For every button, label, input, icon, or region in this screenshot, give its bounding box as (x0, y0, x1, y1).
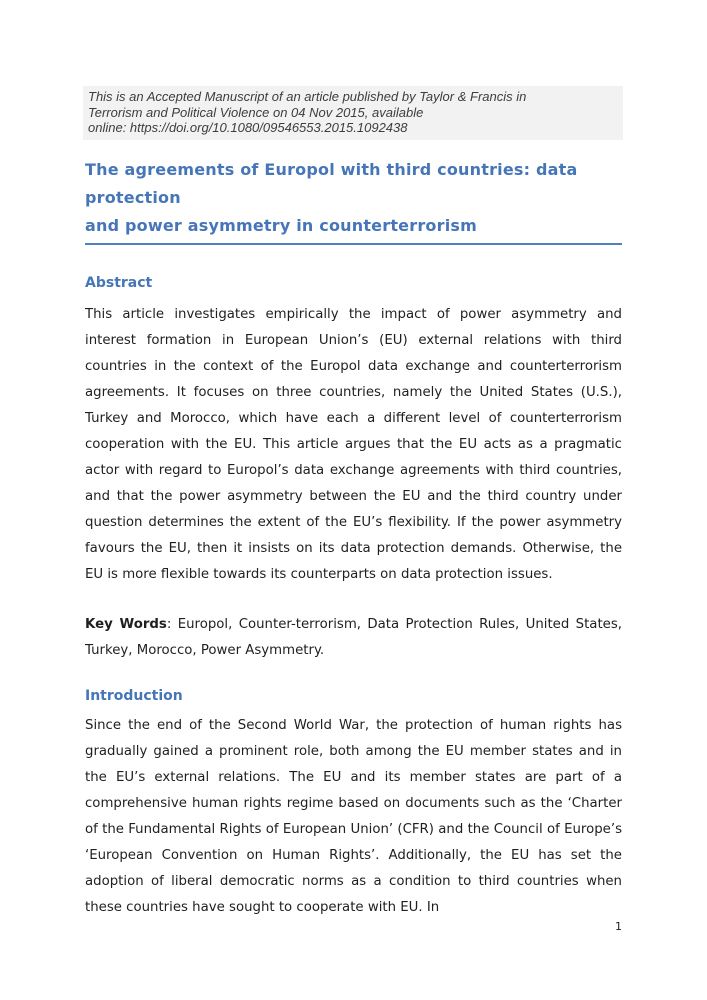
title-divider-line (85, 243, 622, 245)
introduction-paragraph: Since the end of the Second World War, the protection of human rights has gradually gained a prominent role, both among the EU member states and in the EU’s external relations. The EU and its member states are part of a comprehensive human rights regime based on documents such as the ‘Charter of the Fundamental Rights of European Union’ (CFR) and the Council of Europe’s ‘European Convention on Human Rights’. Additionally, the EU has set the adoption of liberal democratic norms as a condition to third countries when these countries have sought to cooperate with EU. In (85, 717, 622, 915)
notice-line-doi-url: online: https://doi.org/10.1080/09546553.2015.1092438 (88, 120, 408, 136)
notice-line-journal-date: Terrorism and Political Violence on 04 Nov 2015, available (88, 104, 424, 120)
abstract-heading: Abstract (85, 274, 153, 291)
notice-line-publisher: This is an Accepted Manuscript of an article published by Taylor & Francis in (88, 89, 527, 104)
keywords-list: : Europol, Counter-terrorism, Data Protection Rules, United States, Turkey, Morocco, Power Asymmetry. (85, 616, 622, 658)
article-title-line1: The agreements of Europol with third countries: data protection (85, 159, 578, 207)
abstract-paragraph: This article investigates empirically the impact of power asymmetry and interest formation in European Union’s (EU) external relations with third countries in the context of the Europol data exchange and counterterrorism agreements. It focuses on three countries, namely the United States (U.S.), Turkey and Morocco, which have each a different level of counterterrorism cooperation with the EU. This article argues that the EU acts as a pragmatic actor with regard to Europol’s data exchange agreements with third countries, and that the power asymmetry between the EU and the third country under question determines the extent of the EU’s flexibility. If the power asymmetry favours the EU, then it insists on its data protection demands. Otherwise, the EU is more flexible towards its counterparts on data protection issues. (85, 306, 622, 582)
page-number: 1 (615, 920, 622, 933)
page-content (85, 0, 622, 921)
article-title (85, 156, 622, 240)
accepted-manuscript-notice (83, 86, 623, 140)
introduction-heading: Introduction (85, 687, 183, 704)
article-title-line2: and power asymmetry in counterterrorism (85, 215, 477, 235)
keywords-label: Key Words (85, 616, 167, 632)
keywords-paragraph (85, 612, 622, 664)
